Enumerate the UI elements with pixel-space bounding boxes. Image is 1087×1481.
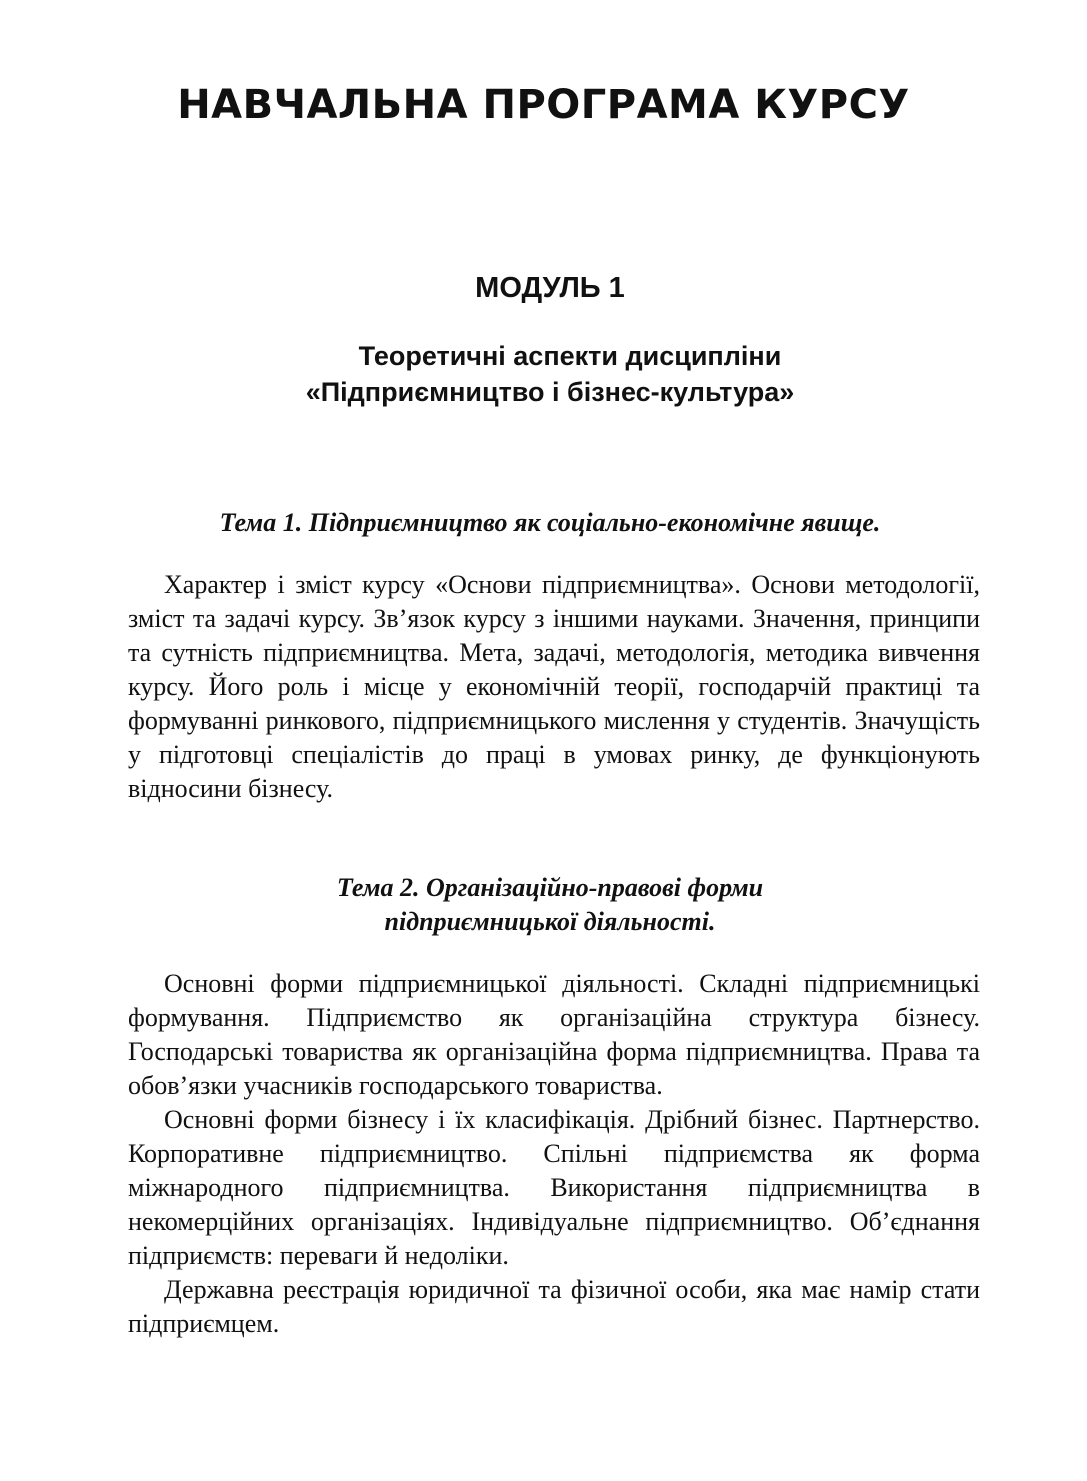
- topic-1-paragraph-1: Характер і зміст курсу «Основи підприємництва». Основи методології, зміст та задачі курсу. Зв’язок курсу з іншими науками. Значення, принципи та сутність підприємництва. Мета, задачі, методологія, методика вивчення курсу. Його роль і місце у економічній теорії, господарчій практиці та формуванні ринкового, підприємницького мислення у студентів. Значущість у підготовці спеціалістів до праці в умовах ринку, де функціонують відносини бізнесу.: [128, 570, 980, 803]
- topic-2-title-line-2: підприємницької діяльності.: [384, 907, 716, 936]
- topic-2-title: [0, 871, 1087, 939]
- module-subtitle-line-1: Теоретичні аспекти дисципліни: [358, 341, 782, 371]
- topic-2-body: [128, 967, 980, 1341]
- topic-2-paragraph-3: Державна реєстрація юридичної та фізичної особи, яка має намір стати підприємцем.: [128, 1275, 980, 1338]
- topic-1-body: [128, 568, 980, 806]
- module-subtitle: [0, 338, 1087, 410]
- topic-2-paragraph-1: Основні форми підприємницької діяльності. Складні підприємницькі формування. Підприємство як організаційна структура бізнесу. Господарські товариства як організаційна форма підприємництва. Права та обов’язки учасників господарського товариства.: [128, 969, 980, 1100]
- topic-1-title-line-1: Тема 1. Підприємництво як соціально-економічне явище.: [219, 508, 881, 537]
- topic-1-title: [0, 506, 1087, 540]
- module-heading: МОДУЛЬ 1: [475, 272, 625, 304]
- topic-2-title-line-1: Тема 2. Організаційно-правові форми: [336, 873, 764, 902]
- module-subtitle-line-2: «Підприємництво і бізнес-культура»: [305, 377, 795, 407]
- topic-2-paragraph-2: Основні форми бізнесу і їх класифікація. Дрібний бізнес. Партнерство. Корпоративне підприємництво. Спільні підприємства як форма міжнародного підприємництва. Використання підприємництва в некомерційних організаціях. Індивідуальне підприємництво. Об’єднання підприємств: переваги й недоліки.: [128, 1105, 980, 1270]
- page-title: НАВЧАЛЬНА ПРОГРАМА КУРСУ: [177, 82, 910, 128]
